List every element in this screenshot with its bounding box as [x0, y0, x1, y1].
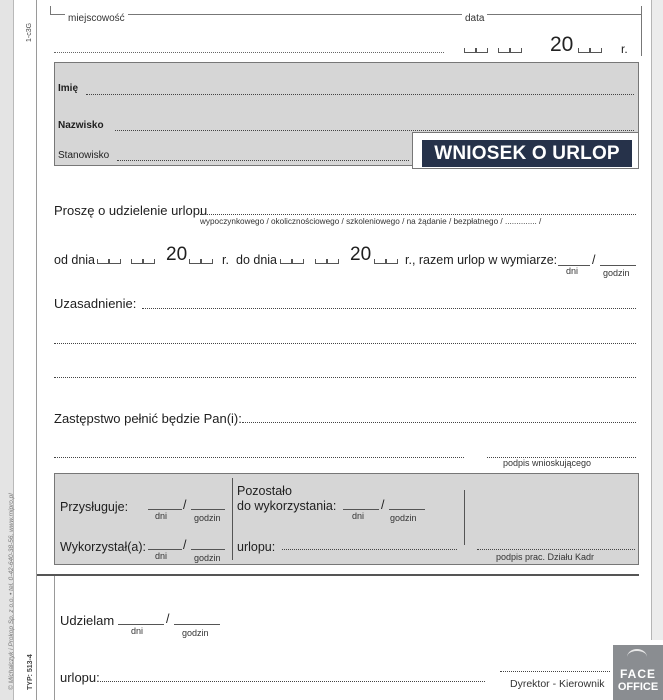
- remaining-label-line-1: Pozostało: [237, 484, 292, 498]
- remaining-days-field[interactable]: [343, 509, 379, 510]
- date-day-box-1[interactable]: [464, 48, 476, 53]
- right-margin-strip: [651, 0, 663, 640]
- hr-signature-caption: podpis prac. Działu Kadr: [496, 552, 595, 562]
- remaining-label-line-2: do wykorzystania:: [237, 499, 337, 513]
- total-slash: /: [592, 253, 596, 267]
- grant-leave-label: urlopu:: [60, 670, 100, 685]
- first-name-field[interactable]: [86, 94, 634, 95]
- date-month-box-1[interactable]: [498, 48, 510, 53]
- entitled-hours-field[interactable]: [191, 509, 225, 510]
- from-year-box-1[interactable]: [189, 259, 201, 264]
- hr-divider-1: [232, 478, 233, 560]
- from-date-label: od dnia: [54, 253, 96, 267]
- total-hours-caption: godzin: [603, 268, 630, 278]
- date-year-suffix: r.: [621, 42, 628, 56]
- used-slash: /: [183, 538, 187, 552]
- justification-label: Uzasadnienie:: [54, 296, 137, 311]
- remaining-days-caption: dni: [352, 511, 365, 521]
- form-title: WNIOSEK O URLOP: [434, 143, 620, 164]
- bottom-frame-left: [54, 576, 55, 700]
- total-hours-field[interactable]: [600, 265, 636, 266]
- grant-slash: /: [166, 612, 170, 626]
- grant-days-caption: dni: [131, 626, 144, 636]
- from-month-box-1[interactable]: [131, 259, 143, 264]
- director-signature-caption: Dyrektor - Kierownik: [510, 678, 605, 690]
- leave-type-options: wypoczynkowego / okolicznościowego / szkoleniowego / na żądanie / bezpłatnego / .............. /: [200, 217, 542, 226]
- grant-hours-field[interactable]: [174, 624, 220, 625]
- leave-field[interactable]: [282, 549, 457, 550]
- used-label: Wykorzystał(a):: [60, 540, 147, 554]
- from-day-box-1[interactable]: [97, 259, 109, 264]
- grant-label: Udzielam: [60, 613, 115, 628]
- form-code: 1-c3G: [26, 22, 33, 42]
- from-day-box-2[interactable]: [109, 259, 121, 264]
- remaining-hours-field[interactable]: [389, 509, 425, 510]
- remaining-hours-caption: godzin: [390, 513, 417, 523]
- used-days-field[interactable]: [148, 549, 182, 550]
- grant-hours-caption: godzin: [182, 628, 209, 638]
- place-field[interactable]: [54, 52, 444, 53]
- entitled-days-field[interactable]: [148, 509, 182, 510]
- last-name-label: Nazwisko: [58, 120, 104, 131]
- face-office-logo: [613, 645, 663, 700]
- first-name-label: Imię: [58, 83, 79, 94]
- top-frame: [50, 14, 642, 15]
- to-year-box-2[interactable]: [386, 259, 398, 264]
- date-label: data: [462, 13, 487, 24]
- leave-label: urlopu:: [237, 540, 276, 554]
- date-year-prefix: 20: [550, 33, 574, 56]
- to-day-box-2[interactable]: [292, 259, 304, 264]
- form-type: TYP: 513-4: [27, 654, 34, 690]
- hr-divider-2: [464, 490, 465, 545]
- leave-type-field[interactable]: [200, 214, 636, 215]
- to-day-box-1[interactable]: [280, 259, 292, 264]
- used-hours-caption: godzin: [194, 553, 221, 563]
- left-margin-divider: [36, 0, 37, 700]
- total-label: r., razem urlop w wymiarze:: [405, 253, 558, 267]
- to-year-box-1[interactable]: [374, 259, 386, 264]
- entitled-label: Przysługuje:: [60, 500, 129, 514]
- to-month-box-1[interactable]: [315, 259, 327, 264]
- date-day-box-2[interactable]: [476, 48, 488, 53]
- used-days-caption: dni: [155, 551, 168, 561]
- justification-line-3[interactable]: [54, 377, 636, 378]
- logo-swirl-icon: [627, 649, 647, 665]
- place-label: miejscowość: [65, 13, 128, 24]
- to-month-box-2[interactable]: [327, 259, 339, 264]
- section-separator: [37, 574, 639, 576]
- grant-leave-field[interactable]: [100, 681, 485, 682]
- remaining-slash: /: [381, 498, 385, 512]
- logo-line-2: OFFICE: [617, 681, 659, 693]
- from-year-box-2[interactable]: [201, 259, 213, 264]
- total-days-caption: dni: [566, 266, 579, 276]
- justification-line-1[interactable]: [142, 308, 636, 309]
- top-frame-left: [50, 6, 51, 15]
- entitled-slash: /: [183, 498, 187, 512]
- logo-line-1: FACE: [619, 667, 656, 681]
- position-field[interactable]: [117, 160, 409, 161]
- top-frame-right: [641, 6, 642, 56]
- entitled-hours-caption: godzin: [194, 513, 221, 523]
- position-label: Stanowisko: [58, 150, 110, 161]
- substitute-label: Zastępstwo pełnić będzie Pan(i):: [54, 411, 242, 426]
- to-date-label: do dnia: [236, 253, 278, 267]
- grant-days-field[interactable]: [118, 624, 164, 625]
- to-year-prefix: 20: [350, 244, 372, 265]
- entitled-days-caption: dni: [155, 511, 168, 521]
- hr-signature-field[interactable]: [477, 549, 635, 550]
- date-year-box-1[interactable]: [578, 48, 590, 53]
- last-name-field[interactable]: [115, 130, 634, 131]
- applicant-signature-caption: podpis wnioskującego: [503, 458, 592, 468]
- used-hours-field[interactable]: [191, 549, 225, 550]
- substitute-line-1[interactable]: [242, 422, 636, 423]
- date-year-box-2[interactable]: [590, 48, 602, 53]
- director-signature-field[interactable]: [500, 671, 610, 672]
- from-year-prefix: 20: [166, 244, 188, 265]
- publisher-info: © Michalczyk i Prokop Sp. z o.o. • tel. 0-42-640-38-56, www.mipro.pl: [8, 493, 15, 690]
- from-month-box-2[interactable]: [143, 259, 155, 264]
- justification-line-2[interactable]: [54, 343, 636, 344]
- request-label: Proszę o udzielenie urlopu: [54, 203, 208, 218]
- substitute-line-2[interactable]: [54, 457, 464, 458]
- from-r-label: r.: [222, 253, 229, 267]
- date-month-box-2[interactable]: [510, 48, 522, 53]
